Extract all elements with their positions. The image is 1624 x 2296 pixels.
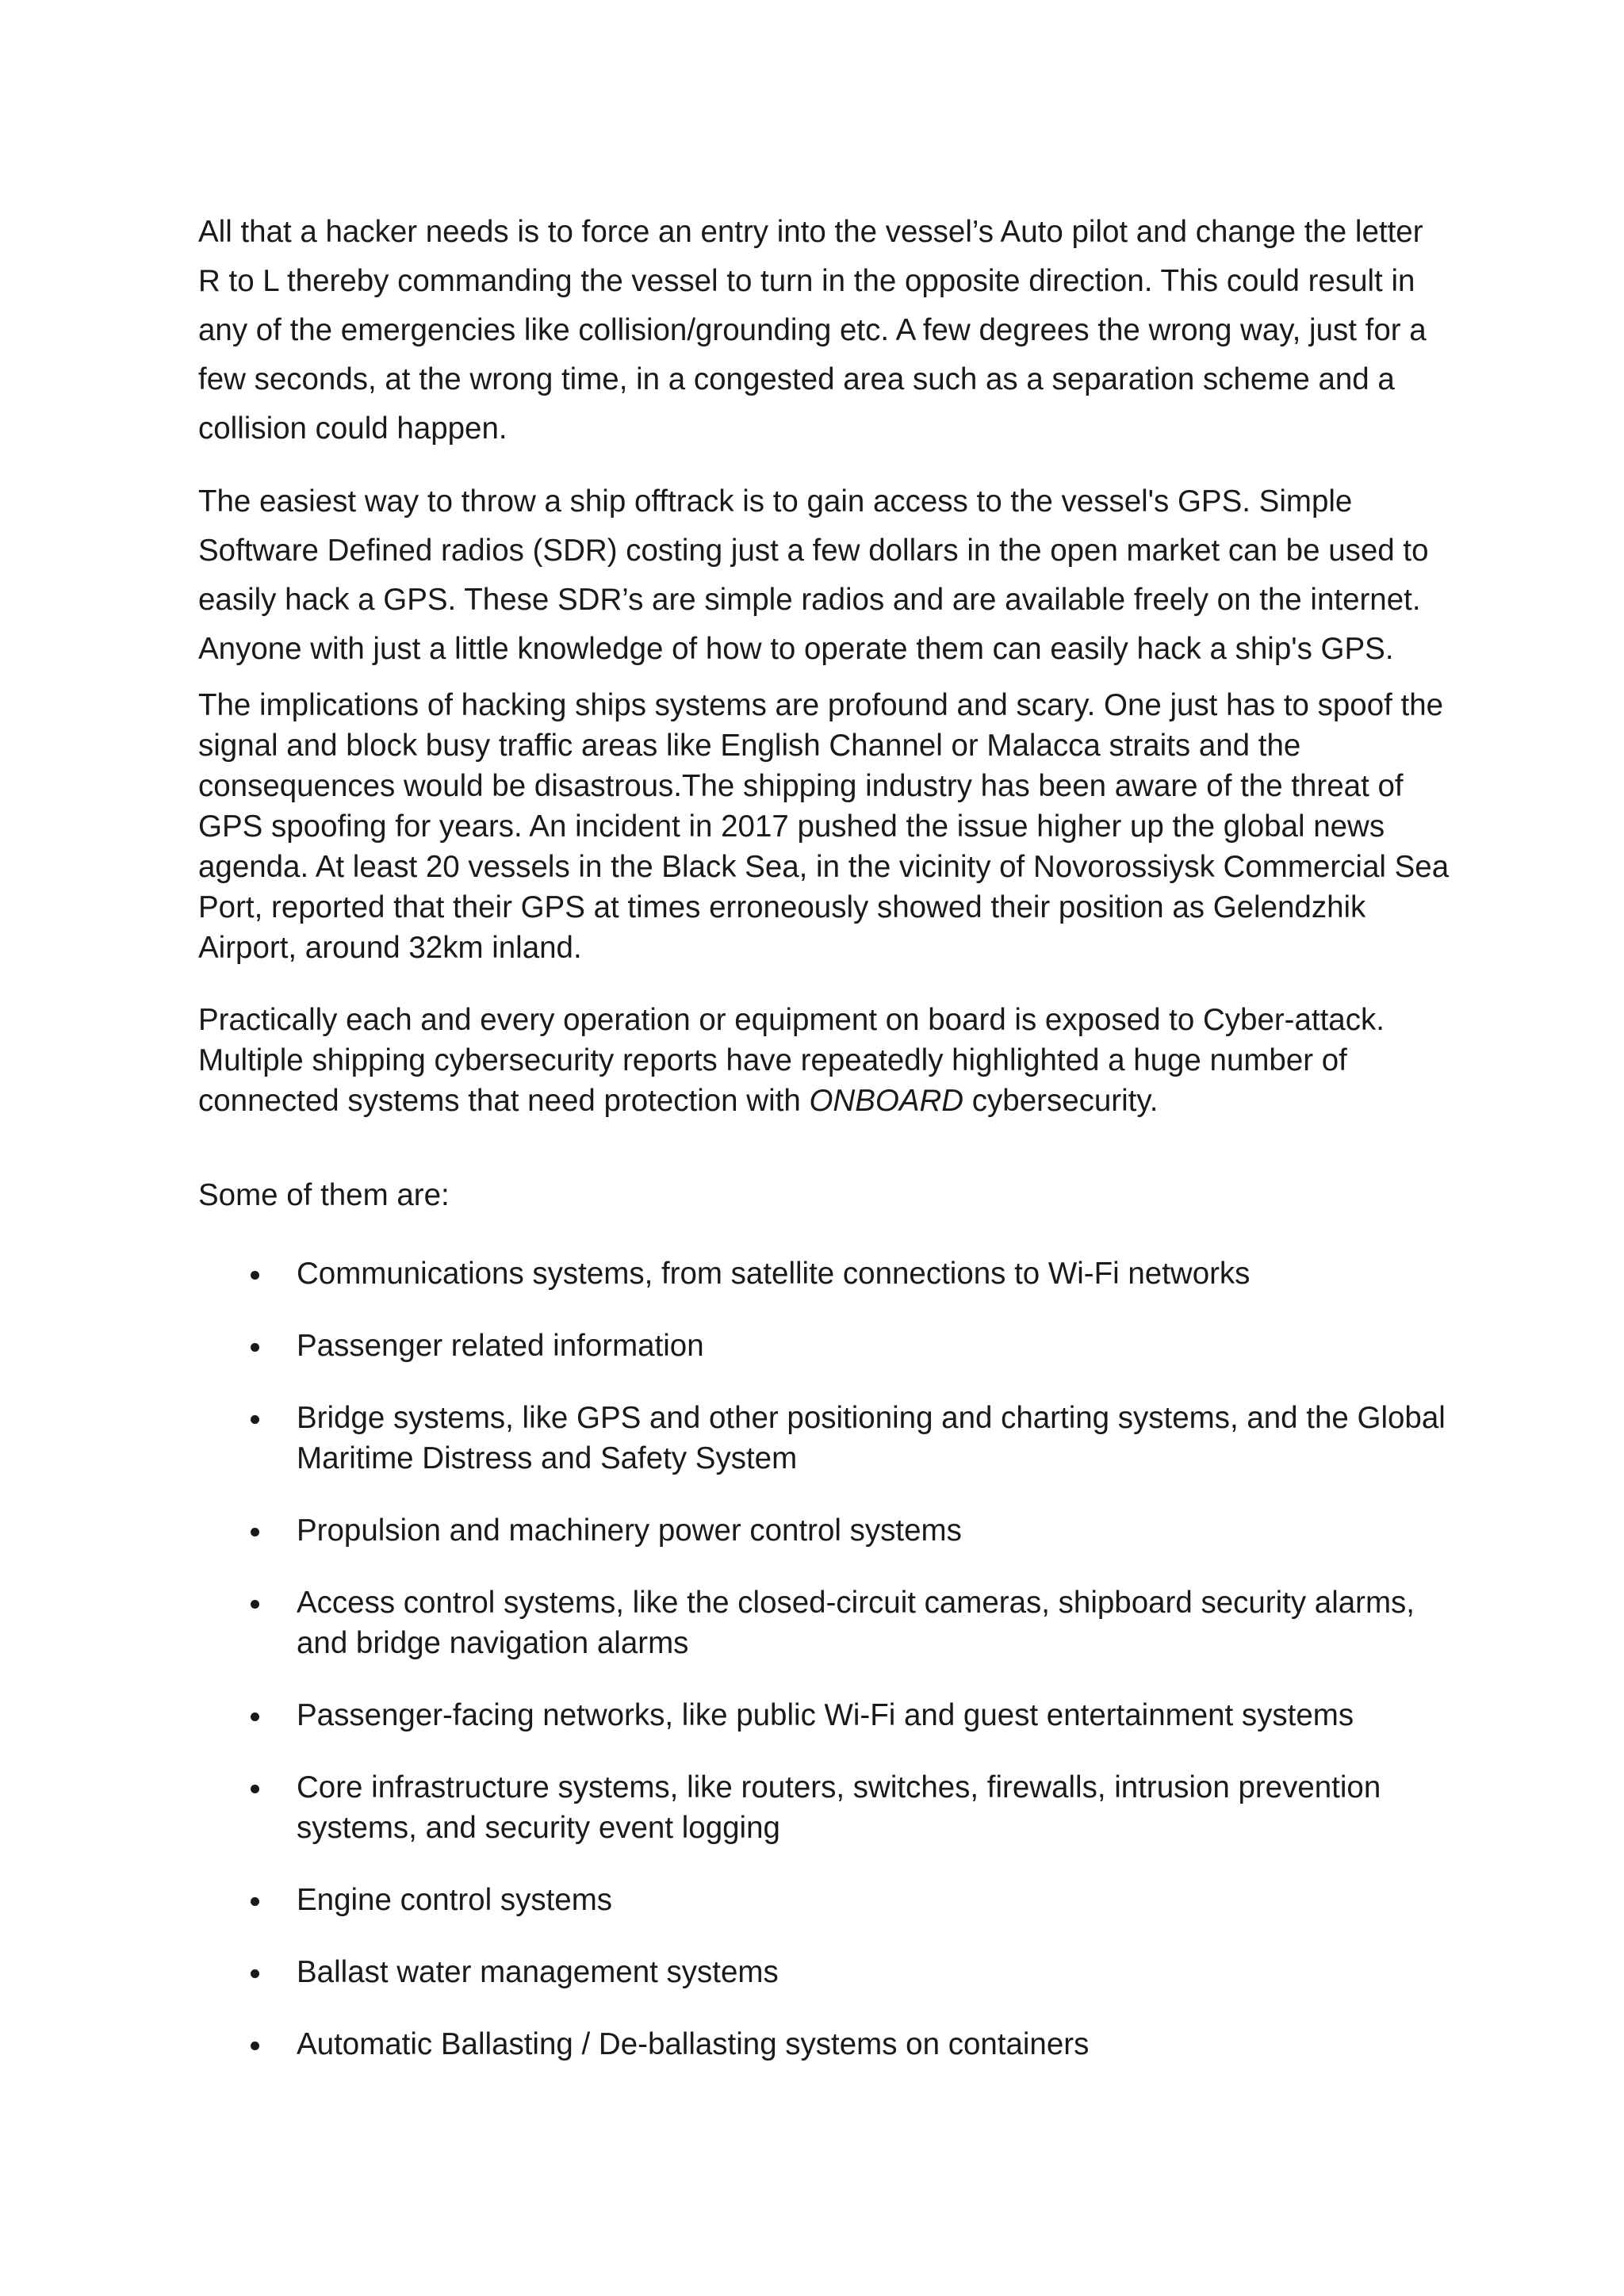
list-item-text: Engine control systems	[297, 1883, 613, 1917]
document-page	[198, 208, 1451, 2096]
list-item	[198, 1326, 1451, 1366]
paragraph-gps-access: The easiest way to throw a ship offtrack is to gain access to the vessel's GPS. Simple Software Defined radios (SDR) costing just a few dollars in the open market can be used to easily hack a GPS. These SDR’s are simple radios and are available freely on the internet. Anyone with just a little knowledge of how to operate them can easily hack a ship's GPS.	[198, 484, 1429, 666]
list-item-text: Passenger related information	[297, 1329, 704, 1363]
list-item	[198, 2024, 1451, 2064]
paragraph-exposure-tail: cybersecurity.	[963, 1084, 1159, 1118]
list-item	[198, 1767, 1451, 1848]
list-item-text: Propulsion and machinery power control systems	[297, 1513, 962, 1548]
bullet-icon	[251, 1897, 259, 1906]
list-item	[198, 1253, 1451, 1294]
list-item	[198, 1398, 1451, 1479]
list-item-text: Ballast water management systems	[297, 1955, 779, 1989]
bullet-icon	[251, 1785, 259, 1793]
list-item	[198, 1880, 1451, 1920]
paragraph-autopilot-hack: All that a hacker needs is to force an entry into the vessel’s Auto pilot and change the letter R to L thereby commanding the vessel to turn in the opposite direction. This could result in any of the emergencies like collision/grounding etc. A few degrees the wrong way, just for a few seconds, at the wrong time, in a congested area such as a separation scheme and a collision could happen.	[198, 215, 1427, 446]
bullet-icon	[251, 1528, 259, 1536]
bullet-icon	[251, 1343, 259, 1352]
bullet-icon	[251, 1969, 259, 1978]
list-item	[198, 1510, 1451, 1551]
list-item	[198, 1695, 1451, 1735]
list-item	[198, 1582, 1451, 1663]
list-intro: Some of them are:	[198, 1178, 450, 1212]
list-item-text: Automatic Ballasting / De-ballasting systems on containers	[297, 2027, 1090, 2061]
onboard-emphasis: ONBOARD	[809, 1084, 964, 1118]
bullet-icon	[251, 1271, 259, 1280]
list-item	[198, 1952, 1451, 1992]
paragraph-exposure-text: Practically each and every operation or equipment on board is exposed to Cyber-attack. Multiple shipping cybersecurity reports have repeatedly highlighted a huge number of connected systems that need protection with	[198, 1003, 1385, 1118]
bullet-icon	[251, 1600, 259, 1609]
list-item-text: Access control systems, like the closed-circuit cameras, shipboard security alarms, and bridge navigation alarms	[297, 1586, 1415, 1660]
list-item-text: Communications systems, from satellite connections to Wi-Fi networks	[297, 1257, 1251, 1291]
systems-bullet-list	[198, 1253, 1451, 2064]
bullet-icon	[251, 2042, 259, 2050]
bullet-icon	[251, 1712, 259, 1721]
bullet-icon	[251, 1415, 259, 1424]
paragraph-exposure	[198, 1000, 1451, 1121]
list-item-text: Core infrastructure systems, like routers, switches, firewalls, intrusion prevention systems, and security event logging	[297, 1770, 1381, 1845]
list-item-text: Bridge systems, like GPS and other positioning and charting systems, and the Global Maritime Distress and Safety System	[297, 1401, 1446, 1475]
paragraph-implications: The implications of hacking ships systems are profound and scary. One just has to spoof the signal and block busy traffic areas like English Channel or Malacca straits and the consequences would be disastrous.The shipping industry has been aware of the threat of GPS spoofing for years. An incident in 2017 pushed the issue higher up the global news agenda. At least 20 vessels in the Black Sea, in the vicinity of Novorossiysk Commercial Sea Port, reported that their GPS at times erroneously showed their position as Gelendzhik Airport, around 32km inland.	[198, 688, 1450, 965]
list-item-text: Passenger-facing networks, like public Wi-Fi and guest entertainment systems	[297, 1698, 1354, 1732]
